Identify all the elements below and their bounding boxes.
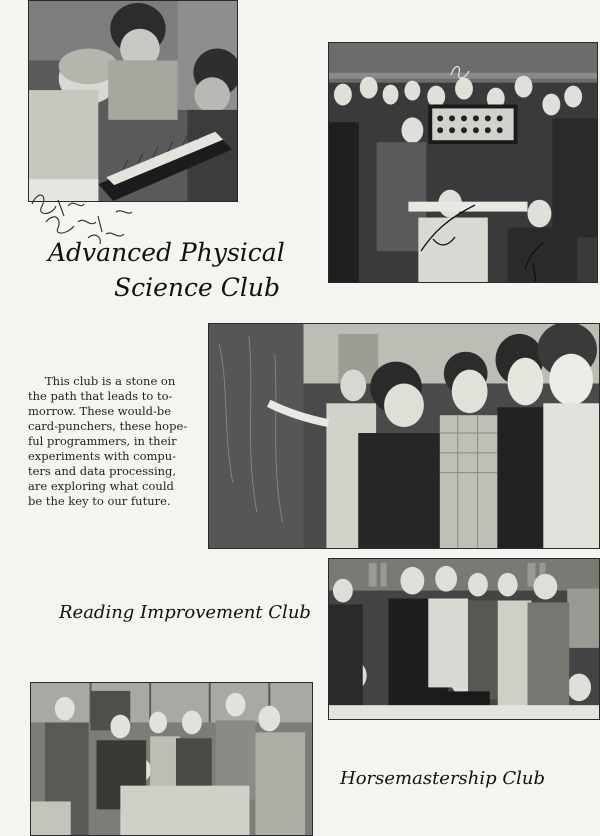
photo-physical-science-group [328, 42, 598, 283]
caption-line: the path that leads to to- [28, 389, 173, 403]
photo-reading-improvement-group [328, 558, 600, 720]
title-reading-improvement: Reading Improvement Club [59, 602, 311, 623]
caption-line: be the key to our future. [28, 494, 171, 508]
title-horsemastership: Horsemastership Club [340, 768, 546, 789]
reading-photo-graphic [329, 559, 599, 719]
blackboard-photo-graphic [209, 324, 599, 548]
caption-line: experiments with compu- [28, 449, 177, 463]
horsemastership-photo-graphic [31, 683, 312, 835]
handwritten-signature-2 [329, 43, 598, 283]
title-physical-science-line2: Science Club [114, 273, 280, 302]
caption-line: ful programmers, in their [28, 434, 177, 448]
photo-horsemastership-group [30, 682, 313, 836]
caption-paragraph [28, 374, 187, 509]
caption-line: card-punchers, these hope- [28, 419, 188, 433]
photo-students-at-blackboard [208, 323, 600, 549]
caption-line: This club is a stone on [45, 374, 176, 388]
photo-students-building-circuit [28, 0, 238, 202]
caption-line: morrow. These would-be [28, 404, 172, 418]
caption-line: ters and data processing, [28, 464, 177, 478]
circuit-photo-graphic [29, 1, 237, 201]
title-physical-science-line1: Advanced Physical [48, 238, 285, 267]
caption-line: are exploring what could [28, 479, 174, 493]
